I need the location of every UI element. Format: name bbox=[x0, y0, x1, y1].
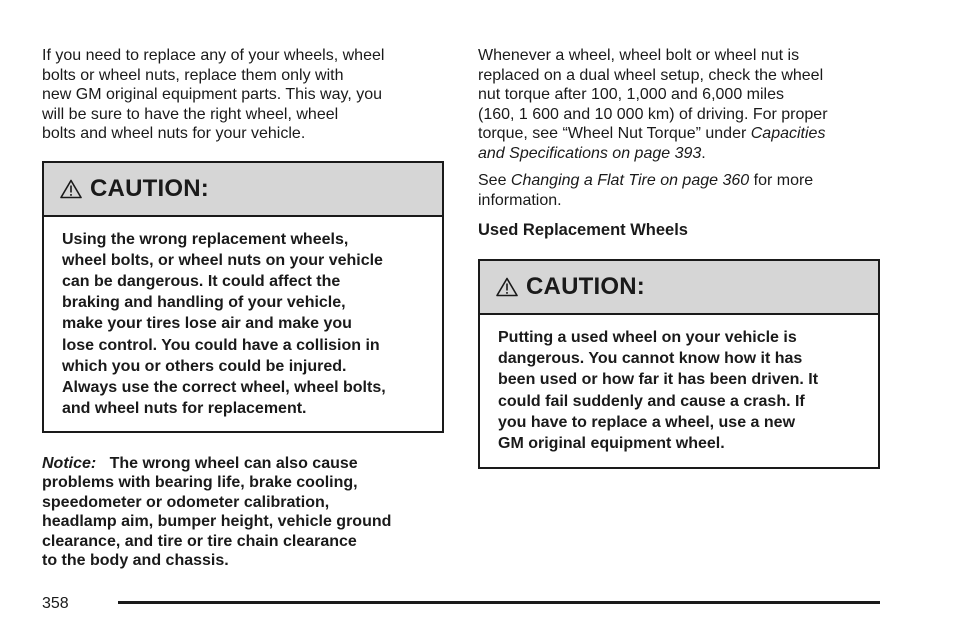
cross-reference-link[interactable]: Capacities bbox=[750, 125, 826, 142]
text-line: If you need to replace any of your wheels, wheel bbox=[42, 47, 385, 64]
text-line: headlamp aim, bumper height, vehicle ground bbox=[42, 513, 392, 530]
text-line: problems with bearing life, brake cooling, bbox=[42, 474, 358, 491]
text-line: been used or how far it has been driven. It bbox=[498, 371, 819, 389]
text-line bbox=[478, 171, 880, 191]
text-fragment: torque, see “Wheel Nut Torque” under bbox=[478, 125, 751, 142]
text-line: will be sure to have the right wheel, wheel bbox=[42, 105, 339, 123]
text-line: GM original equipment wheel. bbox=[498, 435, 725, 453]
page-number: 358 bbox=[42, 595, 69, 612]
see-also-paragraph bbox=[478, 171, 880, 210]
text-line: lose control. You could have a collision in bbox=[62, 336, 380, 354]
warning-triangle-icon bbox=[60, 179, 82, 199]
text-line: can be dangerous. It could affect the bbox=[62, 272, 341, 290]
notice-paragraph bbox=[42, 454, 444, 571]
caution-body bbox=[44, 217, 442, 434]
text-line: make your tires lose air and make you bbox=[62, 315, 352, 333]
text-line bbox=[42, 454, 444, 474]
notice-label: Notice: bbox=[42, 454, 97, 472]
caution-header bbox=[480, 261, 878, 315]
caution-header bbox=[44, 163, 442, 217]
text-line: Always use the correct wheel, wheel bolts, bbox=[62, 378, 386, 396]
text-line: bolts or wheel nuts, replace them only with bbox=[42, 66, 344, 84]
text-line bbox=[478, 144, 880, 164]
text-line: braking and handling of your vehicle, bbox=[62, 294, 346, 312]
text-line: information. bbox=[478, 191, 562, 209]
text-line: you have to replace a wheel, use a new bbox=[498, 413, 796, 431]
text-line: new GM original equipment parts. This way, you bbox=[42, 86, 383, 103]
caution-box-wheels bbox=[42, 161, 444, 433]
cross-reference-link[interactable]: Changing a Flat Tire on page 360 bbox=[510, 172, 750, 189]
text-line: Putting a used wheel on your vehicle is bbox=[498, 329, 797, 346]
caution-body bbox=[480, 315, 878, 468]
section-heading: Used Replacement Wheels bbox=[478, 221, 688, 239]
text-line: and wheel nuts for replacement. bbox=[62, 400, 307, 418]
text-fragment: . bbox=[701, 144, 706, 162]
caution-title: CAUTION: bbox=[526, 273, 645, 300]
text-line: speedometer or odometer calibration, bbox=[42, 493, 330, 511]
text-line: could fail suddenly and cause a crash. If bbox=[498, 392, 805, 410]
text-line: clearance, and tire or tire chain clearance bbox=[42, 532, 357, 550]
notice-first-line: The wrong wheel can also cause bbox=[109, 454, 358, 472]
text-line: which you or others could be injured. bbox=[62, 357, 347, 375]
text-line: Using the wrong replacement wheels, bbox=[62, 230, 349, 248]
warning-triangle-icon bbox=[496, 277, 518, 297]
torque-paragraph bbox=[478, 46, 880, 163]
right-column bbox=[478, 46, 880, 469]
caution-box-used-wheel bbox=[478, 259, 880, 469]
text-fragment: for more bbox=[749, 172, 814, 189]
text-line: to the body and chassis. bbox=[42, 552, 229, 569]
text-line: dangerous. You cannot know how it has bbox=[498, 350, 803, 368]
text-fragment: See bbox=[478, 172, 511, 189]
footer-divider bbox=[118, 601, 880, 604]
left-column bbox=[42, 46, 444, 571]
text-line: bolts and wheel nuts for your vehicle. bbox=[42, 125, 306, 142]
text-line: wheel bolts, or wheel nuts on your vehicle bbox=[62, 251, 383, 269]
text-line: replaced on a dual wheel setup, check the wheel bbox=[478, 66, 824, 84]
intro-paragraph bbox=[42, 46, 444, 144]
text-line: (160, 1 600 and 10 000 km) of driving. For proper bbox=[478, 105, 828, 123]
cross-reference-link[interactable]: and Specifications on page 393 bbox=[478, 144, 702, 162]
text-line bbox=[478, 124, 880, 144]
text-line: Whenever a wheel, wheel bolt or wheel nut is bbox=[478, 47, 800, 64]
caution-title: CAUTION: bbox=[90, 174, 209, 202]
text-line: nut torque after 100, 1,000 and 6,000 miles bbox=[478, 86, 784, 103]
